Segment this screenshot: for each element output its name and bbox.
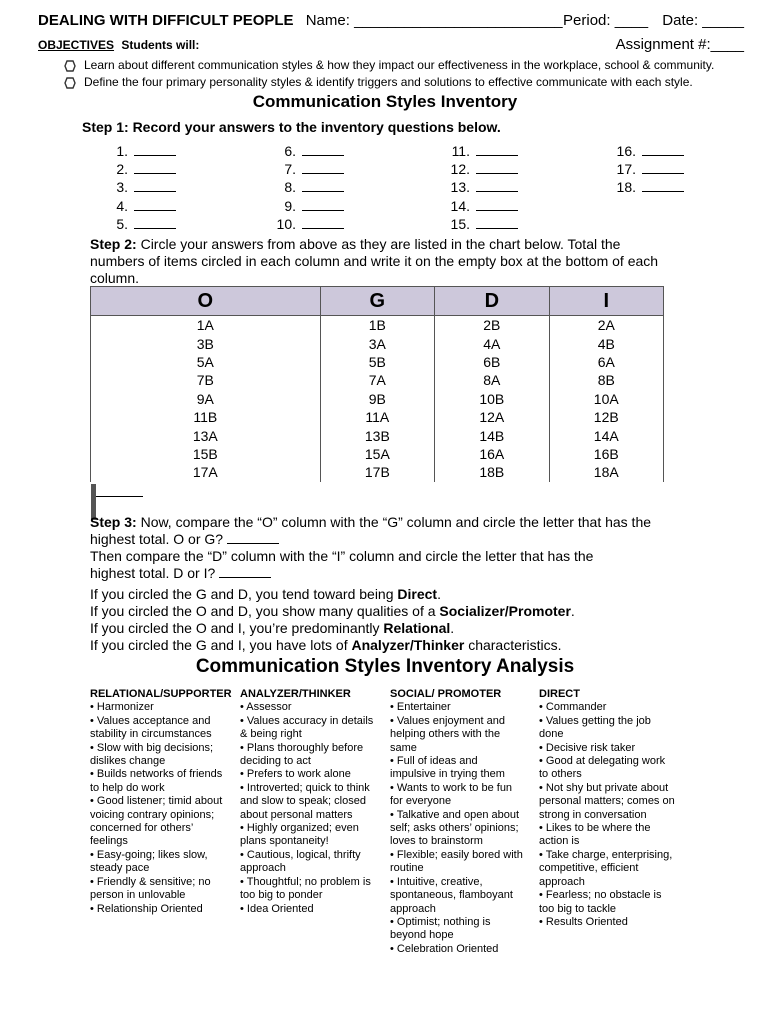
- table-cell[interactable]: 14A: [549, 426, 663, 444]
- table-row: [91, 353, 664, 371]
- answer-blank[interactable]: [302, 161, 344, 174]
- analysis-line: • Friendly & sensitive; no: [90, 875, 211, 888]
- table-cell[interactable]: 6A: [549, 353, 663, 371]
- analysis-line: • Cautious, logical, thrifty: [240, 848, 361, 861]
- table-cell[interactable]: 14B: [435, 426, 549, 444]
- answer-blank[interactable]: [642, 179, 684, 192]
- table-cell[interactable]: 15A: [320, 445, 434, 463]
- analysis-line: too big to tackle: [539, 902, 617, 915]
- analysis-line: • Idea Oriented: [240, 902, 314, 915]
- analysis-line: action is: [539, 835, 580, 848]
- table-row: [91, 463, 664, 481]
- table-cell[interactable]: 11A: [320, 408, 434, 426]
- analysis-heading: RELATIONAL/SUPPORTER: [90, 688, 232, 700]
- name-field[interactable]: Name: _________________________: [305, 12, 563, 29]
- analysis-line: • Values enjoyment and: [390, 714, 505, 727]
- analysis-heading: SOCIAL/ PROMOTER: [390, 688, 502, 700]
- answer-line[interactable]: [110, 178, 176, 196]
- answer-blank[interactable]: [134, 216, 176, 229]
- analysis-line: personal matters; comes on: [539, 795, 675, 808]
- analysis-line: loves to brainstorm: [390, 835, 483, 848]
- analysis-line: • Good at delegating work: [539, 755, 666, 768]
- answer-line[interactable]: [606, 142, 684, 160]
- style-direct: Direct: [397, 586, 438, 602]
- result-line: [90, 603, 710, 620]
- analysis-line: • Plans thoroughly before: [240, 741, 364, 754]
- analysis-line: spontaneous, flamboyant: [390, 889, 513, 902]
- question-number: 15.: [450, 215, 470, 232]
- objectives-row: [38, 38, 744, 52]
- step3-question-di: highest total. D or I?: [90, 565, 216, 581]
- analysis-line: • Wants to work to be fun: [390, 781, 513, 794]
- answer-blank[interactable]: [476, 143, 518, 156]
- assignment-field[interactable]: Assignment #:____: [615, 36, 744, 53]
- analysis-line: • Talkative and open about: [390, 808, 520, 821]
- question-column-2: [270, 142, 344, 233]
- result-text: characteristics.: [464, 637, 562, 653]
- analysis-line: self; asks others’ opinions;: [390, 822, 519, 835]
- table-cell[interactable]: 5B: [320, 353, 434, 371]
- analysis-line: • Optimist; nothing is: [390, 915, 491, 928]
- answer-blank[interactable]: [134, 143, 176, 156]
- analysis-line: plans spontaneity!: [240, 835, 329, 848]
- answer-line[interactable]: [440, 160, 518, 178]
- analysis-line: • Good listener; timid about: [90, 795, 223, 808]
- column-header-o: O: [91, 287, 321, 316]
- question-number: 7.: [284, 161, 296, 178]
- question-number: 10.: [276, 215, 296, 232]
- table-cell[interactable]: 13A: [91, 426, 321, 444]
- table-cell[interactable]: 4B: [549, 334, 663, 352]
- result-line: [90, 620, 710, 637]
- answer-line[interactable]: [110, 197, 176, 215]
- answer-blank[interactable]: [302, 216, 344, 229]
- step2-instructions: [90, 236, 670, 287]
- table-cell[interactable]: 17B: [320, 463, 434, 481]
- answer-blank[interactable]: [642, 143, 684, 156]
- analysis-line: • Flexible; easily bored with: [390, 848, 523, 861]
- answer-line[interactable]: [270, 142, 344, 160]
- analysis-title: Communication Styles Inventory Analysis: [195, 656, 575, 677]
- table-cell[interactable]: 3B: [91, 334, 321, 352]
- answer-line[interactable]: [440, 197, 518, 215]
- period-date: [563, 12, 744, 29]
- students-will-label: Students will:: [121, 38, 200, 52]
- objective-text: Learn about different communication styles & how they impact our effectiveness in the workplace, school & community.: [84, 58, 715, 72]
- analysis-line: concerned for others’: [90, 822, 194, 835]
- table-cell[interactable]: 1A: [91, 316, 321, 335]
- step3-line-2: [90, 531, 690, 548]
- answer-blank[interactable]: [476, 179, 518, 192]
- analysis-line: stability in circumstances: [90, 728, 212, 741]
- period-field[interactable]: Period: ____: [563, 12, 649, 29]
- question-number: 6.: [284, 143, 296, 159]
- bullet-icon: [64, 77, 76, 89]
- di-answer-blank[interactable]: [219, 565, 271, 578]
- analysis-line: • Highly organized; even: [240, 822, 359, 835]
- table-cell[interactable]: 7A: [320, 371, 434, 389]
- analysis-column-analyzer: [240, 688, 373, 916]
- answer-blank[interactable]: [476, 216, 518, 229]
- total-row: [91, 484, 143, 497]
- answer-line[interactable]: [270, 160, 344, 178]
- objective-item: [64, 74, 754, 91]
- date-field[interactable]: Date: _____: [662, 12, 744, 29]
- analysis-column-social: [390, 688, 523, 956]
- step3-instructions: [90, 514, 690, 582]
- analysis-line: • Not shy but private about: [539, 781, 669, 794]
- question-column-4: [606, 142, 684, 197]
- analysis-line: for everyone: [390, 795, 452, 808]
- result-text: If you circled the G and I, you have lots of: [90, 637, 352, 653]
- table-cell[interactable]: 2A: [549, 316, 663, 335]
- analysis-line: beyond hope: [390, 929, 454, 942]
- analysis-heading: DIRECT: [539, 688, 580, 700]
- analysis-line: competitive, efficient: [539, 862, 639, 875]
- analysis-line: to help do work: [90, 781, 165, 794]
- answer-blank[interactable]: [476, 161, 518, 174]
- analysis-line: impulsive in trying them: [390, 768, 505, 781]
- analysis-line: steady pace: [90, 862, 150, 875]
- step3-label: Step 3:: [90, 514, 137, 530]
- table-cell[interactable]: 13B: [320, 426, 434, 444]
- question-number: 17.: [616, 161, 636, 178]
- step1-heading: Step 1: Record your answers to the inventory questions below.: [82, 119, 501, 135]
- table-cell[interactable]: 12A: [435, 408, 549, 426]
- answer-blank[interactable]: [302, 179, 344, 192]
- inventory-title: Communication Styles Inventory: [252, 92, 518, 111]
- answer-line[interactable]: [606, 178, 684, 196]
- answer-line[interactable]: [440, 178, 518, 196]
- answer-line[interactable]: [110, 160, 176, 178]
- analysis-line: routine: [390, 862, 424, 875]
- table-cell[interactable]: 16B: [549, 445, 663, 463]
- table-cell[interactable]: 7B: [91, 371, 321, 389]
- step3-text-3: Then compare the “D” column with the “I” column and circle the letter that has the: [90, 548, 594, 564]
- table-cell[interactable]: 18B: [435, 463, 549, 481]
- question-number: 11.: [451, 143, 470, 159]
- result-text: If you circled the O and D, you show many qualities of a: [90, 603, 440, 619]
- analysis-line: dislikes change: [90, 755, 166, 768]
- table-row: [91, 445, 664, 463]
- answer-line[interactable]: [440, 142, 518, 160]
- analysis-line: • Relationship Oriented: [90, 902, 203, 915]
- question-number: 4.: [116, 197, 128, 214]
- analysis-line: • Values accuracy in details: [240, 714, 374, 727]
- question-number: 8.: [284, 179, 296, 196]
- table-cell[interactable]: 5A: [91, 353, 321, 371]
- result-text: .: [570, 603, 575, 619]
- analysis-line: feelings: [90, 835, 128, 848]
- analysis-line: • Harmonizer: [90, 701, 154, 714]
- question-column-1: [110, 142, 176, 233]
- style-relational: Relational: [383, 620, 451, 636]
- analysis-line: • Celebration Oriented: [390, 942, 499, 955]
- table-cell[interactable]: 10B: [435, 390, 549, 408]
- result-text: If you circled the O and I, you’re predominantly: [90, 620, 384, 636]
- analysis-line: person in unlovable: [90, 889, 186, 902]
- question-number: 2.: [116, 161, 128, 178]
- table-row: [91, 371, 664, 389]
- answer-line[interactable]: [110, 142, 176, 160]
- step3-text-1: Now, compare the “O” column with the “G” column and circle the letter that has the: [136, 514, 652, 530]
- answer-line[interactable]: [110, 215, 176, 233]
- analysis-column-direct: [539, 688, 675, 929]
- analysis-line: strong in conversation: [539, 808, 647, 821]
- analysis-column-relational: [90, 688, 232, 916]
- table-cell[interactable]: 3A: [320, 334, 434, 352]
- answer-line[interactable]: [270, 178, 344, 196]
- table-cell[interactable]: 12B: [549, 408, 663, 426]
- table-row: [91, 390, 664, 408]
- analysis-line: • Easy-going; likes slow,: [90, 848, 208, 861]
- analysis-line: • Results Oriented: [539, 915, 628, 928]
- step3-line-4: [90, 565, 690, 582]
- analysis-line: too big to ponder: [240, 889, 323, 902]
- question-number: 16.: [616, 143, 636, 159]
- analysis-line: • Take charge, enterprising,: [539, 848, 673, 861]
- table-cell[interactable]: 18A: [549, 463, 663, 481]
- analysis-line: • Assessor: [240, 701, 292, 714]
- analysis-line: • Entertainer: [390, 701, 451, 714]
- analysis-line: • Intuitive, creative,: [390, 875, 483, 888]
- analysis-line: done: [539, 728, 564, 741]
- step3-line-1: [90, 514, 690, 531]
- question-number: 13.: [450, 179, 470, 196]
- answer-line[interactable]: [270, 215, 344, 233]
- worksheet-title: DEALING WITH DIFFICULT PEOPLE: [38, 12, 294, 29]
- analysis-line: to others: [539, 768, 582, 781]
- analysis-line: approach: [539, 875, 585, 888]
- analysis-line: voicing contrary opinions;: [90, 808, 215, 821]
- table-cell[interactable]: 15B: [91, 445, 321, 463]
- answer-line[interactable]: [270, 197, 344, 215]
- table-cell[interactable]: 8A: [435, 371, 549, 389]
- results-key: [90, 586, 710, 654]
- objective-text: Define the four primary personality styles & identify triggers and solutions to effective communicate with each style.: [84, 75, 693, 89]
- analysis-line: same: [390, 741, 417, 754]
- question-number: 18.: [616, 179, 636, 196]
- table-cell[interactable]: 1B: [320, 316, 434, 335]
- analysis-line: • Introverted; quick to think: [240, 781, 370, 794]
- result-line: [90, 586, 710, 603]
- question-number: 1.: [116, 143, 128, 159]
- step3-question-og: highest total. O or G?: [90, 531, 224, 547]
- table-cell[interactable]: 16A: [435, 445, 549, 463]
- analysis-line: • Values getting the job: [539, 714, 651, 727]
- answer-blank[interactable]: [642, 161, 684, 174]
- answer-blank[interactable]: [134, 179, 176, 192]
- table-cell[interactable]: 17A: [91, 463, 321, 481]
- analysis-line: • Thoughtful; no problem is: [240, 875, 371, 888]
- analysis-line: • Full of ideas and: [390, 755, 478, 768]
- table-cell[interactable]: 2B: [435, 316, 549, 335]
- table-row: [91, 426, 664, 444]
- column-header-g: G: [320, 287, 434, 316]
- answer-line[interactable]: [440, 215, 518, 233]
- table-row: [91, 408, 664, 426]
- analysis-line: deciding to act: [240, 755, 311, 768]
- analysis-line: approach: [390, 902, 436, 915]
- answer-blank[interactable]: [302, 143, 344, 156]
- answer-blank[interactable]: [476, 198, 518, 211]
- table-cell[interactable]: 4A: [435, 334, 549, 352]
- step3-line-3: [90, 548, 690, 565]
- result-text: .: [437, 586, 441, 602]
- table-cell[interactable]: 8B: [549, 371, 663, 389]
- result-text: If you circled the G and D, you tend toward being: [90, 586, 398, 602]
- objective-item: [64, 57, 754, 74]
- analysis-heading: ANALYZER/THINKER: [240, 688, 351, 700]
- table-cell[interactable]: 10A: [549, 390, 663, 408]
- bullet-icon: [64, 60, 76, 72]
- analysis-line: • Likes to be where the: [539, 822, 651, 835]
- table-cell[interactable]: 11B: [91, 408, 321, 426]
- result-text: .: [450, 620, 455, 636]
- answer-chart-table: [90, 286, 664, 498]
- answer-blank[interactable]: [134, 161, 176, 174]
- step2-label: Step 2:: [90, 236, 137, 252]
- question-number: 14.: [450, 197, 470, 214]
- column-header-i: I: [549, 287, 663, 316]
- analysis-line: • Values acceptance and: [90, 714, 211, 727]
- step2-text: Circle your answers from above as they are listed in the chart below. Total the numbers of items circled in each column and write it on the empty box at the bottom of each column.: [90, 236, 659, 286]
- style-analyzer: Analyzer/Thinker: [351, 637, 465, 653]
- answer-blank[interactable]: [302, 198, 344, 211]
- question-number: 9.: [284, 197, 296, 214]
- result-line: [90, 637, 710, 654]
- question-number: 3.: [116, 179, 128, 196]
- table-row: [91, 334, 664, 352]
- question-number: 12.: [450, 161, 470, 178]
- header: [38, 12, 744, 34]
- question-column-3: [440, 142, 518, 233]
- analysis-line: • Slow with big decisions;: [90, 741, 214, 754]
- analysis-line: approach: [240, 862, 286, 875]
- analysis-line: helping others with the: [390, 728, 501, 741]
- analysis-line: & being right: [240, 728, 302, 741]
- analysis-line: • Commander: [539, 701, 607, 714]
- style-socializer: Socializer/Promoter: [439, 603, 571, 619]
- table-row: [91, 316, 664, 335]
- answer-line[interactable]: [606, 160, 684, 178]
- analysis-line: about personal matters: [240, 808, 353, 821]
- table-cell[interactable]: 9B: [320, 390, 434, 408]
- objectives-list: [64, 57, 754, 91]
- objectives-label: OBJECTIVES: [38, 38, 115, 52]
- table-header-row: [91, 287, 664, 316]
- analysis-line: and slow to speak; closed: [240, 795, 366, 808]
- analysis-line: • Builds networks of friends: [90, 768, 223, 781]
- table-cell[interactable]: 9A: [91, 390, 321, 408]
- question-number: 5.: [116, 215, 128, 232]
- table-cell[interactable]: 6B: [435, 353, 549, 371]
- column-header-d: D: [435, 287, 549, 316]
- analysis-line: • Prefers to work alone: [240, 768, 351, 781]
- analysis-line: • Fearless; no obstacle is: [539, 889, 662, 902]
- og-answer-blank[interactable]: [227, 531, 279, 544]
- answer-blank[interactable]: [134, 198, 176, 211]
- analysis-line: • Decisive risk taker: [539, 741, 636, 754]
